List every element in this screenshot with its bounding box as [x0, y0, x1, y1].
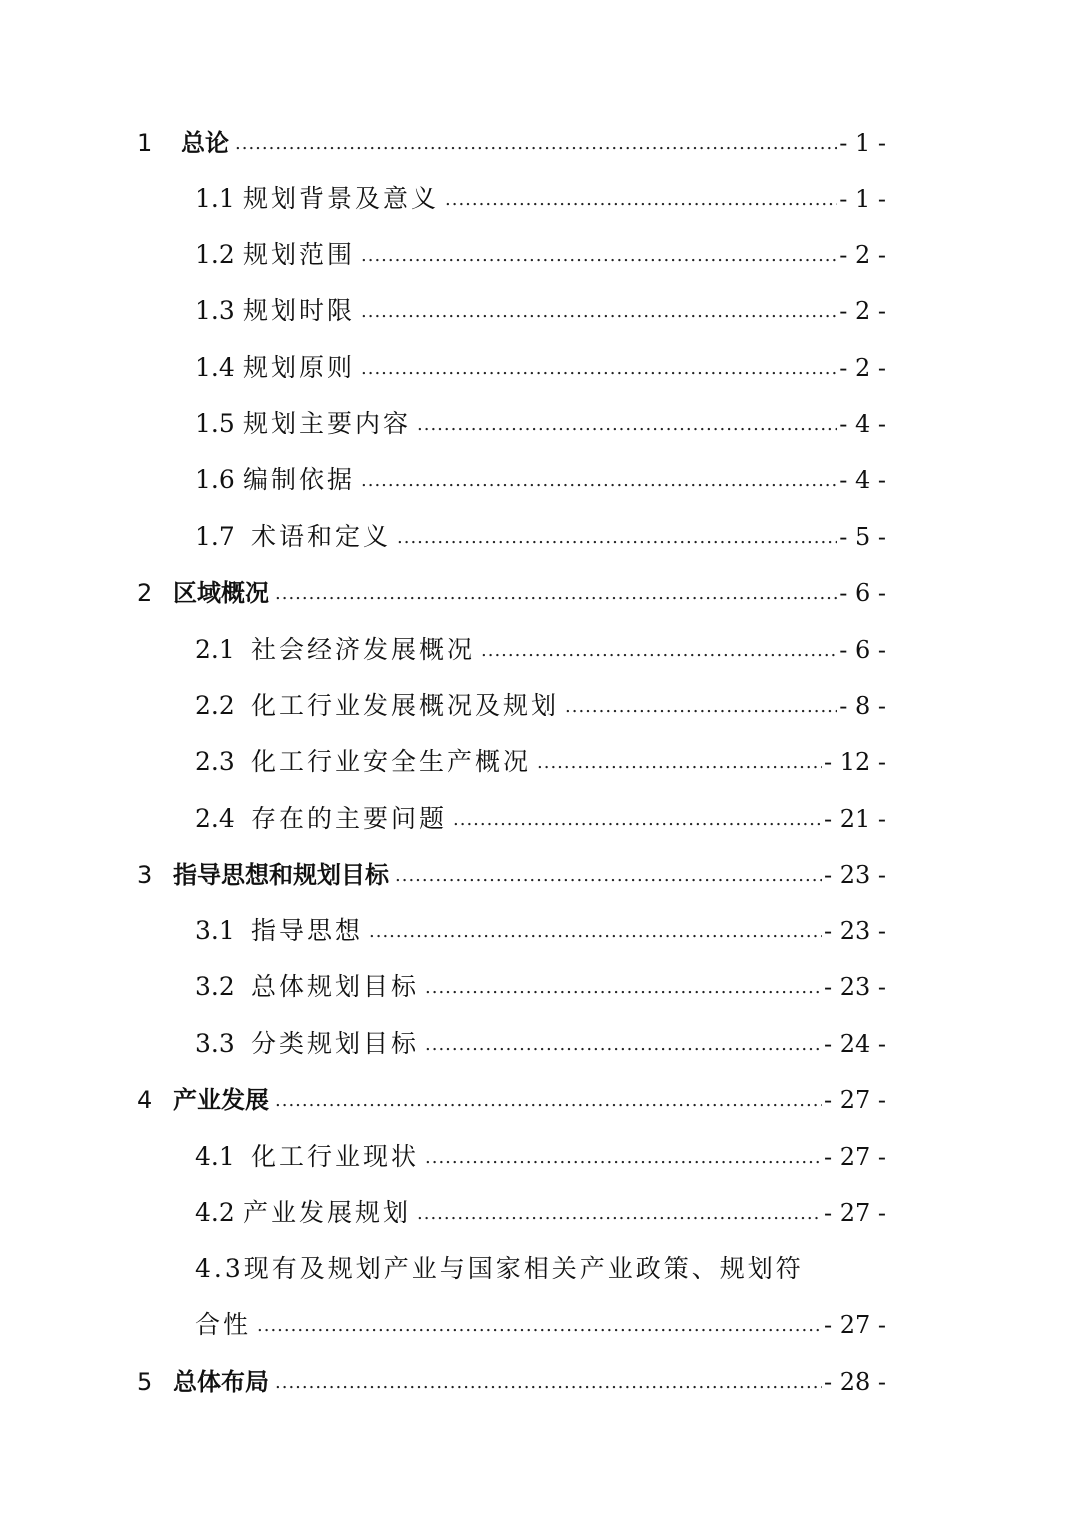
toc-leader: [481, 635, 837, 667]
toc-page: - 21 -: [823, 805, 886, 833]
toc-title: 指导思想: [251, 916, 364, 945]
toc-page: - 23 -: [823, 917, 886, 945]
toc-entry-1-5[interactable]: [0, 408, 1074, 448]
toc-title: 化工行业发展概况及规划: [251, 691, 560, 720]
toc-leader: [425, 972, 822, 1004]
toc-number: 2.4: [195, 804, 235, 833]
toc-number: 2.1: [195, 635, 235, 664]
toc-leader: [275, 1085, 822, 1117]
toc-number: 5: [137, 1368, 153, 1396]
toc-leader: [445, 184, 837, 216]
toc-page: - 2 -: [839, 241, 886, 269]
toc-title: 术语和定义: [251, 522, 392, 551]
toc-entry-1-2[interactable]: [0, 239, 1074, 279]
toc-entry-4[interactable]: [0, 1084, 1074, 1124]
toc-title: 现有及规划产业与国家相关产业政策、规划符: [243, 1254, 804, 1283]
toc-title: 总体布局: [173, 1368, 269, 1396]
toc-title: 规划背景及意义: [243, 184, 440, 213]
toc-leader: [425, 1029, 822, 1061]
toc-leader: [369, 916, 822, 948]
toc-leader: [361, 240, 837, 272]
toc-leader: [235, 128, 837, 160]
toc-entry-1-4[interactable]: [0, 352, 1074, 392]
toc-page: - 1 -: [839, 185, 886, 213]
toc-number: 1.2: [195, 240, 235, 269]
toc-page: - 1 -: [839, 129, 886, 157]
toc-title: 化工行业现状: [251, 1142, 420, 1171]
toc-page: - 12 -: [823, 748, 886, 776]
toc-number: 1.4: [195, 353, 235, 382]
toc-page: - 2 -: [839, 297, 886, 325]
toc-page: - 5 -: [839, 523, 886, 551]
toc-title-continuation: 合性: [195, 1310, 252, 1339]
toc-page: - 27 -: [823, 1199, 886, 1227]
toc-title: 指导思想和规划目标: [173, 861, 389, 889]
toc-title: 总论: [181, 129, 229, 157]
toc-number: 3.3: [195, 1029, 235, 1058]
toc-page: - 23 -: [823, 861, 886, 889]
toc-number: 2.2: [195, 691, 235, 720]
toc-page: - 24 -: [823, 1030, 886, 1058]
toc-page: - 27 -: [823, 1143, 886, 1171]
toc-leader: [453, 804, 822, 836]
toc-title: 分类规划目标: [251, 1029, 420, 1058]
toc-page: - 6 -: [839, 579, 886, 607]
toc-number: 1.3: [195, 296, 235, 325]
toc-number: 4.1: [195, 1142, 235, 1171]
toc-leader: [417, 409, 837, 441]
toc-page: - 8 -: [839, 692, 886, 720]
toc-leader: [537, 747, 822, 779]
toc-entry-5[interactable]: [0, 1366, 1074, 1406]
toc-entry-2-4[interactable]: [0, 803, 1074, 843]
toc-number: 1: [137, 129, 153, 157]
toc-entry-1-7[interactable]: [0, 521, 1074, 561]
toc-page: - 4 -: [839, 466, 886, 494]
toc-title: 区域概况: [173, 579, 269, 607]
toc-entry-4-2[interactable]: [0, 1197, 1074, 1237]
toc-leader: [361, 296, 837, 328]
toc-title-first-line: [195, 1253, 804, 1285]
toc-entry-1-1[interactable]: [0, 183, 1074, 223]
toc-title: 规划时限: [243, 296, 356, 325]
toc-number: 4.2: [195, 1198, 235, 1227]
toc-number: 3.2: [195, 972, 235, 1001]
toc-title: 产业发展: [173, 1086, 269, 1114]
toc-number: 1.5: [195, 409, 235, 438]
toc-page: - 28 -: [823, 1368, 886, 1396]
toc-entry-4-3[interactable]: [0, 1253, 1074, 1349]
toc-title: 社会经济发展概况: [251, 635, 476, 664]
toc-title: 产业发展规划: [243, 1198, 412, 1227]
toc-leader: [417, 1198, 822, 1230]
toc-leader: [565, 691, 837, 723]
toc-entry-1[interactable]: [0, 127, 1074, 167]
toc-leader: [361, 353, 837, 385]
toc-leader: [275, 1367, 822, 1399]
toc-leader: [361, 465, 837, 497]
toc-entry-3-1[interactable]: [0, 915, 1074, 955]
toc-title: 规划主要内容: [243, 409, 412, 438]
toc-number: 2.3: [195, 747, 235, 776]
toc-entry-1-6[interactable]: [0, 464, 1074, 504]
toc-number: 1.1: [195, 184, 235, 213]
toc-title-second-line: [195, 1309, 886, 1344]
toc-entry-2[interactable]: [0, 577, 1074, 617]
toc-page: - 2 -: [839, 354, 886, 382]
toc-leader: [257, 1310, 822, 1342]
toc-leader: [397, 522, 837, 554]
toc-number: 1.7: [195, 522, 235, 551]
toc-number: 4.3: [195, 1254, 244, 1283]
toc-leader: [425, 1142, 822, 1174]
toc-title: 化工行业安全生产概况: [251, 747, 532, 776]
toc-entry-3[interactable]: [0, 859, 1074, 899]
toc-entry-2-3[interactable]: [0, 746, 1074, 786]
toc-number: 3.1: [195, 916, 235, 945]
toc-page: - 27 -: [823, 1311, 886, 1339]
toc-entry-2-2[interactable]: [0, 690, 1074, 730]
toc-page: - 23 -: [823, 973, 886, 1001]
toc-number: 1.6: [195, 465, 235, 494]
toc-number: 4: [137, 1086, 153, 1114]
toc-leader: [275, 578, 837, 610]
toc-title: 规划原则: [243, 353, 356, 382]
toc-page: - 27 -: [823, 1086, 886, 1114]
toc-page: - 4 -: [839, 410, 886, 438]
toc-entry-4-1[interactable]: [0, 1141, 1074, 1181]
toc-entry-2-1[interactable]: [0, 634, 1074, 674]
toc-title: 存在的主要问题: [251, 804, 448, 833]
toc-title: 规划范围: [243, 240, 356, 269]
toc-title: 总体规划目标: [251, 972, 420, 1001]
toc-entry-3-3[interactable]: [0, 1028, 1074, 1068]
toc-number: 2: [137, 579, 153, 607]
toc-title: 编制依据: [243, 465, 356, 494]
toc-number: 3: [137, 861, 153, 889]
toc-entry-1-3[interactable]: [0, 295, 1074, 335]
toc-leader: [395, 860, 822, 892]
toc-entry-3-2[interactable]: [0, 971, 1074, 1011]
toc-page: - 6 -: [839, 636, 886, 664]
